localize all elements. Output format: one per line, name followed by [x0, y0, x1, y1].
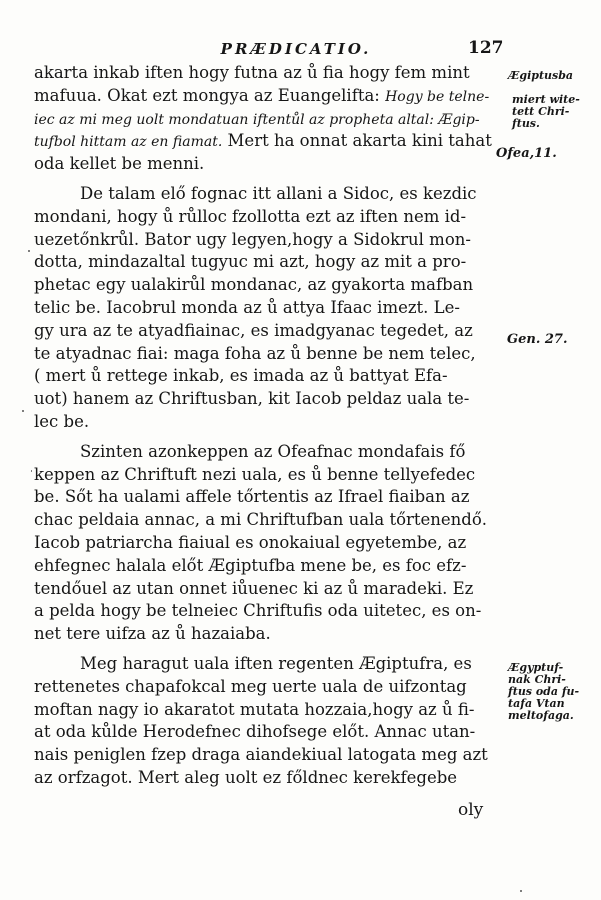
margin-note: miert wite- tett Chri- ftus.: [512, 93, 580, 130]
text-line: De talam elő fognac itt allani a Sidoc, es kezdic: [80, 183, 477, 203]
text-line: Meg haragut uala iften regenten Ægiptufra, es: [80, 653, 472, 673]
scan-speck: [31, 470, 32, 472]
scripture-quote: iec az mi meg uolt mondatuan iftentůl az propheta altal: Ægip-: [34, 111, 480, 128]
text-line: chac peldaia annac, a mi Chriftufban uala tőrtenendő.: [34, 510, 488, 530]
catchword: oly: [458, 800, 484, 820]
margin-note: Ofea,11.: [496, 146, 557, 161]
text-line: Szinten azonkeppen az Ofeafnac mondafais fő: [80, 441, 466, 461]
text-line: rettenetes chapafokcal meg uerte uala de uifzontag: [34, 676, 467, 696]
text-line: at oda kůlde Herodefnec dihofsege előt. Annac utan-: [34, 722, 476, 742]
text-line: nais peniglen fzep draga aiandekiual latogata meg azt: [34, 745, 488, 765]
text-line: [34, 130, 504, 153]
text-line: be. Sőt ha ualami affele tőrtentis az Ifrael fiaiban az: [34, 487, 470, 507]
text-line: ehfegnec halala előt Ægiptufba mene be, es foc efz-: [34, 555, 467, 575]
text-line: dotta, mindazaltal tugyuc mi azt, hogy az mit a pro-: [34, 252, 467, 272]
text-line: moftan nagy io akaratot mutata hozzaia,hogy az ů fi-: [34, 699, 475, 719]
text-line: Iacob patriarcha fiaiual es onokaiual egyetembe, az: [34, 532, 467, 552]
text-line: net tere uifza az ů hazaiaba.: [34, 624, 271, 644]
page-number: 127: [468, 38, 504, 58]
scan-speck: [22, 410, 24, 412]
main-text: [34, 62, 504, 790]
text-line: oda kellet be menni.: [34, 154, 205, 174]
text-line: telic be. Iacobrul monda az ů attya Ifaac imezt. Le-: [34, 297, 460, 317]
scan-speck: [28, 250, 30, 252]
text-line: uezetőnkrůl. Bator ugy legyen,hogy a Sidokrul mon-: [34, 229, 471, 249]
text-line: akarta inkab iften hogy futna az ů fia hogy fem mint: [34, 63, 470, 82]
text-line: az orfzagot. Mert aleg uolt ez főldnec kerekfegebe: [34, 767, 458, 787]
scan-speck: [520, 890, 522, 892]
text-line: keppen az Chriftuft nezi uala, es ů benne tellyefedec: [34, 464, 476, 484]
margin-note: Ægiptusba: [508, 69, 574, 82]
text-line: lec be.: [34, 411, 90, 431]
scripture-quote: tufbol hittam az en fiamat.: [34, 134, 223, 151]
margin-note: Ægyptuf- nak Chri- ftus oda fu- tafa Vtan meltofaga.: [508, 661, 580, 722]
text-line: [34, 85, 504, 108]
text-line: [34, 108, 504, 131]
text-line: phetac egy ualakirůl mondanac, az gyakorta mafban: [34, 275, 474, 295]
text-line: a pelda hogy be telneiec Chriftufis oda uitetec, es on-: [34, 601, 482, 621]
text-segment: Mert ha onnat akarta kini tahat: [227, 131, 492, 151]
text-line: te atyadnac fiai: maga foha az ů benne be nem telec,: [34, 343, 476, 363]
text-line: uot) hanem az Chriftusban, kit Iacob peldaz uala te-: [34, 389, 470, 409]
running-head: PRÆDICATIO.: [220, 40, 372, 58]
text-line: tendőuel az utan onnet iůuenec ki az ů maradeki. Ez: [34, 578, 474, 598]
text-line: ( mert ů rettege inkab, es imada az ů battyat Efa-: [34, 366, 448, 386]
text-segment: mafuua. Okat ezt mongya az Euangelifta:: [34, 85, 380, 105]
scripture-quote: Hogy be telne-: [385, 88, 490, 105]
text-line: gy ura az te atyadfiainac, es imadgyanac tegedet, az: [34, 320, 473, 340]
margin-note: Gen. 27.: [507, 332, 568, 347]
text-line: mondani, hogy ů růlloc fzollotta ezt az iften nem id-: [34, 206, 467, 226]
